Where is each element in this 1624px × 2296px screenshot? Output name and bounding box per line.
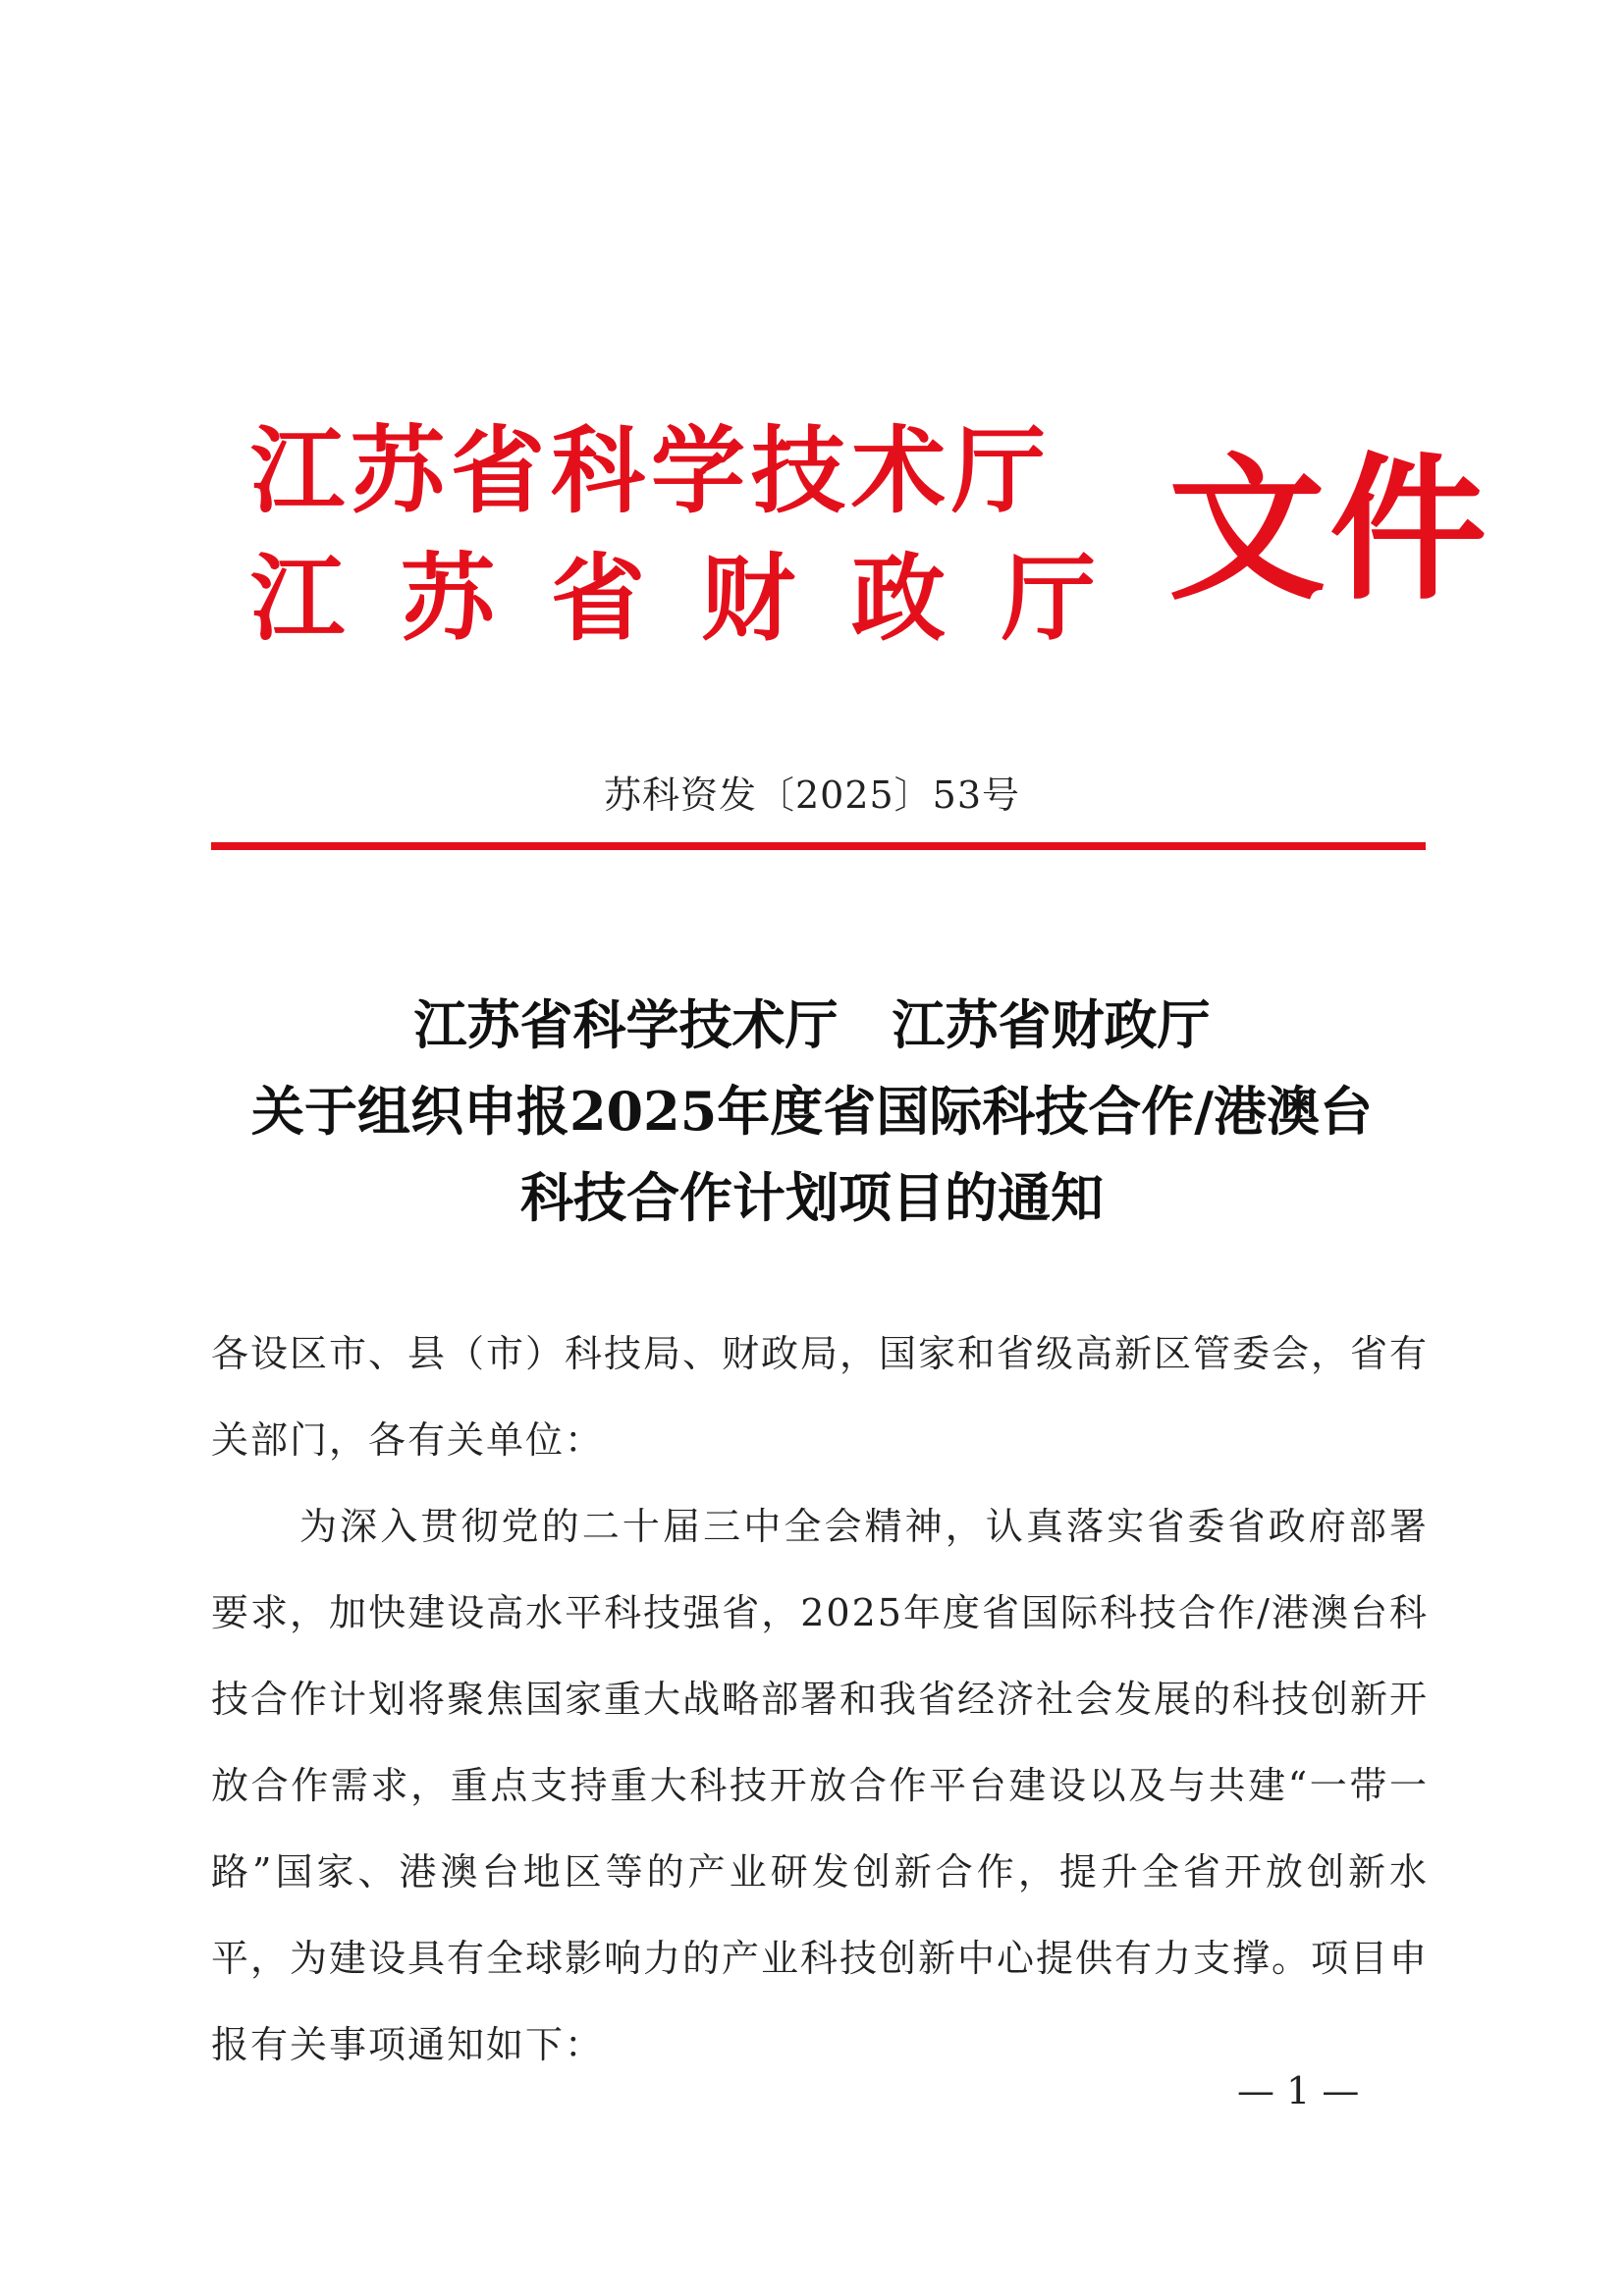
title-issuer-2: 江苏省财政厅 [892, 993, 1211, 1056]
page-number: — 1 — [1237, 2069, 1360, 2112]
title-line-3: 科技合作计划项目的通知 [520, 1166, 1104, 1229]
masthead-issuer-1: 江苏省科学技术厅 [250, 416, 1052, 526]
salutation: 各设区市、县（市）科技局、财政局，国家和省级高新区管委会，省有关部门，各有关单位： [211, 1332, 1430, 1462]
masthead-issuer-2: 江苏省财政厅 [250, 544, 1152, 654]
red-masthead [250, 402, 1491, 667]
title-line-1 [0, 982, 1624, 1068]
masthead-suffix: 文件 [1168, 438, 1491, 621]
title-issuer-1: 江苏省科学技术厅 [413, 993, 839, 1056]
document-title [0, 982, 1624, 1241]
document-number: 苏科资发〔2025〕53号 [603, 774, 1021, 817]
paragraph: 为深入贯彻党的二十届三中全会精神，认真落实省委省政府部署要求，加快建设高水平科技强省，2025年度省国际科技合作/港澳台科技合作计划将聚焦国家重大战略部署和我省经济社会发展的科技创新开放合作需求，重点支持重大科技开放合作平台建设以及与共建“一带一路”国家、港澳台地区等的产业研发创新合作，提升全省开放创新水平，为建设具有全球影响力的产业科技创新中心提供有力支撑。项目申报有关事项通知如下： [211, 1505, 1430, 2066]
title-line-2: 关于组织申报2025年度省国际科技合作/港澳台 [250, 1080, 1373, 1143]
document-body [211, 1310, 1429, 2088]
red-separator-line [211, 842, 1426, 850]
